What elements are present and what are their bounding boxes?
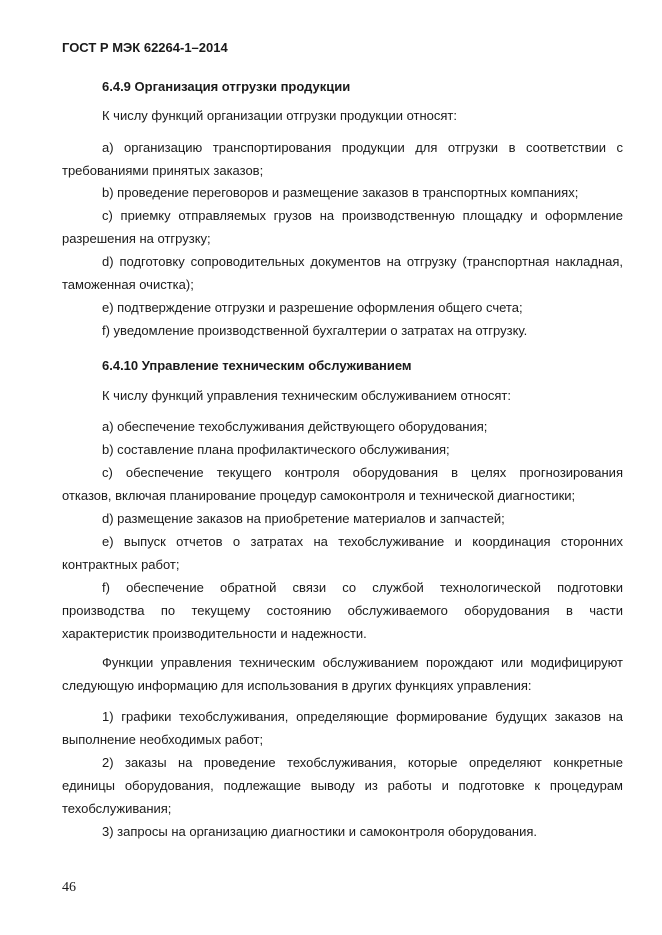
paragraph-line: а) организацию транспортирования продукции для отгрузки в соответствии с xyxy=(102,140,623,155)
list-item xyxy=(62,319,623,342)
paragraph-line: единицы оборудования, подлежащие выводу из работы и подготовке к процедурам xyxy=(62,778,623,793)
list-item xyxy=(62,507,623,530)
list-item xyxy=(62,204,623,250)
paragraph-line: контрактных работ; xyxy=(62,557,180,572)
paragraph-line: с) обеспечение текущего контроля оборудования в целях прогнозирования xyxy=(102,465,623,480)
paragraph-line: техобслуживания; xyxy=(62,801,172,816)
paragraph-line: Функции управления техническим обслуживанием порождают или модифицируют xyxy=(102,655,623,670)
paragraph-line: f) обеспечение обратной связи со службой технологической подготовки xyxy=(102,580,623,595)
paragraph-line: отказов, включая планирование процедур самоконтроля и технической диагностики; xyxy=(62,488,576,503)
paragraph-line: b) составление плана профилактического обслуживания; xyxy=(102,442,450,457)
list-item xyxy=(62,250,623,296)
document-header: ГОСТ Р МЭК 62264-1–2014 xyxy=(62,40,228,55)
paragraph-line: 3) запросы на организацию диагностики и самоконтроля оборудования. xyxy=(102,824,538,839)
list-item xyxy=(62,530,623,576)
paragraph-line: а) обеспечение техобслуживания действующего оборудования; xyxy=(102,419,488,434)
paragraph xyxy=(62,104,623,127)
paragraph-line: d) размещение заказов на приобретение материалов и запчастей; xyxy=(102,511,505,526)
list-item xyxy=(62,820,623,843)
paragraph-line: е) подтверждение отгрузки и разрешение оформления общего счета; xyxy=(102,300,523,315)
paragraph-line: с) приемку отправляемых грузов на производственную площадку и оформление xyxy=(102,208,623,223)
paragraph-line: b) проведение переговоров и размещение заказов в транспортных компаниях; xyxy=(102,185,579,200)
paragraph-line: 1) графики техобслуживания, определяющие формирование будущих заказов на xyxy=(102,709,623,724)
paragraph-line: f) уведомление производственной бухгалтерии о затратах на отгрузку. xyxy=(102,323,528,338)
paragraph-line: К числу функций управления техническим обслуживанием относят: xyxy=(102,388,511,403)
paragraph-line: разрешения на отгрузку; xyxy=(62,231,211,246)
paragraph xyxy=(62,384,623,407)
section-title-6-4-10: 6.4.10 Управление техническим обслуживанием xyxy=(102,358,412,373)
section-title-6-4-9: 6.4.9 Организация отгрузки продукции xyxy=(102,79,351,94)
page-number: 46 xyxy=(62,880,76,895)
paragraph-line: 2) заказы на проведение техобслуживания, которые определяют конкретные xyxy=(102,755,623,770)
paragraph-line: К числу функций организации отгрузки продукции относят: xyxy=(102,108,457,123)
paragraph xyxy=(62,651,623,697)
paragraph-line: таможенная очистка); xyxy=(62,277,194,292)
list-item xyxy=(62,296,623,319)
paragraph-line: выполнение необходимых работ; xyxy=(62,732,264,747)
paragraph-line: d) подготовку сопроводительных документов на отгрузку (транспортная накладная, xyxy=(102,254,623,269)
paragraph-line: следующую информацию для использования в других функциях управления: xyxy=(62,678,532,693)
list-item xyxy=(62,705,623,751)
list-item xyxy=(62,415,623,438)
list-item xyxy=(62,136,623,182)
list-item xyxy=(62,576,623,645)
paragraph-line: характеристик производительности и надежности. xyxy=(62,626,367,641)
list-item xyxy=(62,181,623,204)
paragraph-line: требованиями принятых заказов; xyxy=(62,163,264,178)
paragraph-line: производства по текущему состоянию обслуживаемого оборудования в части xyxy=(62,603,623,618)
list-item xyxy=(62,751,623,820)
paragraph-line: е) выпуск отчетов о затратах на техобслуживание и координация сторонних xyxy=(102,534,623,549)
list-item xyxy=(62,461,623,507)
list-item xyxy=(62,438,623,461)
